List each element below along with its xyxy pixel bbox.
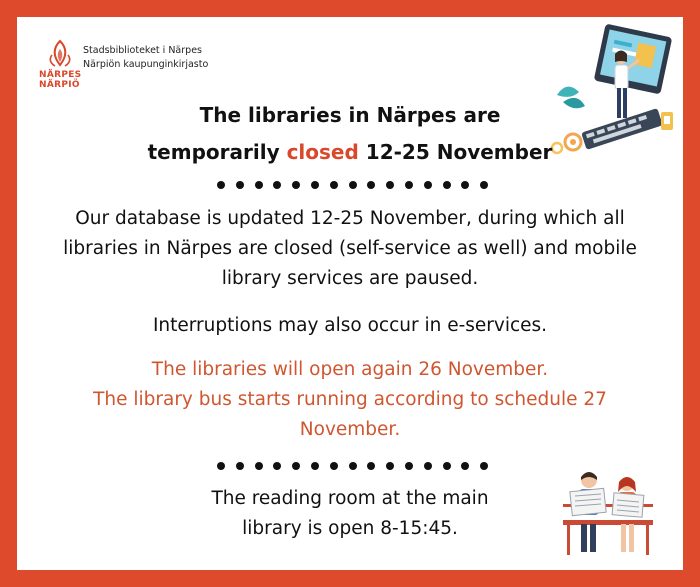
logo-line: NÄRPES <box>39 70 82 80</box>
divider-dot <box>217 181 225 189</box>
reopen-notice <box>17 355 683 445</box>
dot-divider <box>217 181 489 191</box>
divider-dot <box>424 181 432 189</box>
divider-dot <box>480 181 488 189</box>
divider-dot <box>236 181 244 189</box>
organization-name <box>83 44 208 72</box>
org-name-swedish: Stadsbiblioteket i Närpes <box>83 45 202 56</box>
divider-dot <box>405 181 413 189</box>
divider-dot <box>443 181 451 189</box>
logo-line: NÄRPIÖ <box>39 80 80 90</box>
dot-divider <box>217 462 489 472</box>
logo-wordmark <box>39 70 81 90</box>
reading-couple-bench-illustration <box>559 464 657 560</box>
notice-panel <box>17 17 683 570</box>
database-update-text: Our database is updated 12-25 November, during which all libraries in Närpes are closed (self-service as well) and mobile library services are paused. <box>63 208 637 289</box>
divider-dot <box>255 181 263 189</box>
divider-dot <box>273 181 281 189</box>
divider-dot <box>461 181 469 189</box>
divider-dot <box>367 181 375 189</box>
reopen-date-text: The libraries will open again 26 November. <box>151 359 549 380</box>
headline-highlight: closed <box>286 140 359 164</box>
divider-dot <box>443 462 451 470</box>
divider-dot <box>255 462 263 470</box>
divider-dot <box>330 181 338 189</box>
org-name-finnish: Närpiön kaupunginkirjasto <box>83 59 209 70</box>
divider-dot <box>386 181 394 189</box>
divider-dot <box>405 462 413 470</box>
divider-dot <box>349 181 357 189</box>
divider-dot <box>273 462 281 470</box>
headline-text: 12-25 November <box>358 140 553 164</box>
library-bus-text: The library bus starts running according to schedule 27 November. <box>93 389 607 440</box>
divider-dot <box>480 462 488 470</box>
eservice-interruption-text: Interruptions may also occur in e-services. <box>152 315 548 336</box>
headline-line-2 <box>17 134 683 171</box>
divider-dot <box>292 181 300 189</box>
divider-dot <box>461 462 469 470</box>
divider-dot <box>311 181 319 189</box>
reading-room-hours-text: The reading room at the main library is open 8-15:45. <box>211 488 489 539</box>
divider-dot <box>386 462 394 470</box>
divider-dot <box>311 462 319 470</box>
divider-dot <box>217 462 225 470</box>
divider-dot <box>292 462 300 470</box>
divider-dot <box>349 462 357 470</box>
divider-dot <box>424 462 432 470</box>
headline-line-1: The libraries in Närpes are <box>199 103 501 127</box>
divider-dot <box>330 462 338 470</box>
headline-text: temporarily <box>147 140 287 164</box>
divider-dot <box>367 462 375 470</box>
headline <box>17 97 683 171</box>
divider-dot <box>236 462 244 470</box>
